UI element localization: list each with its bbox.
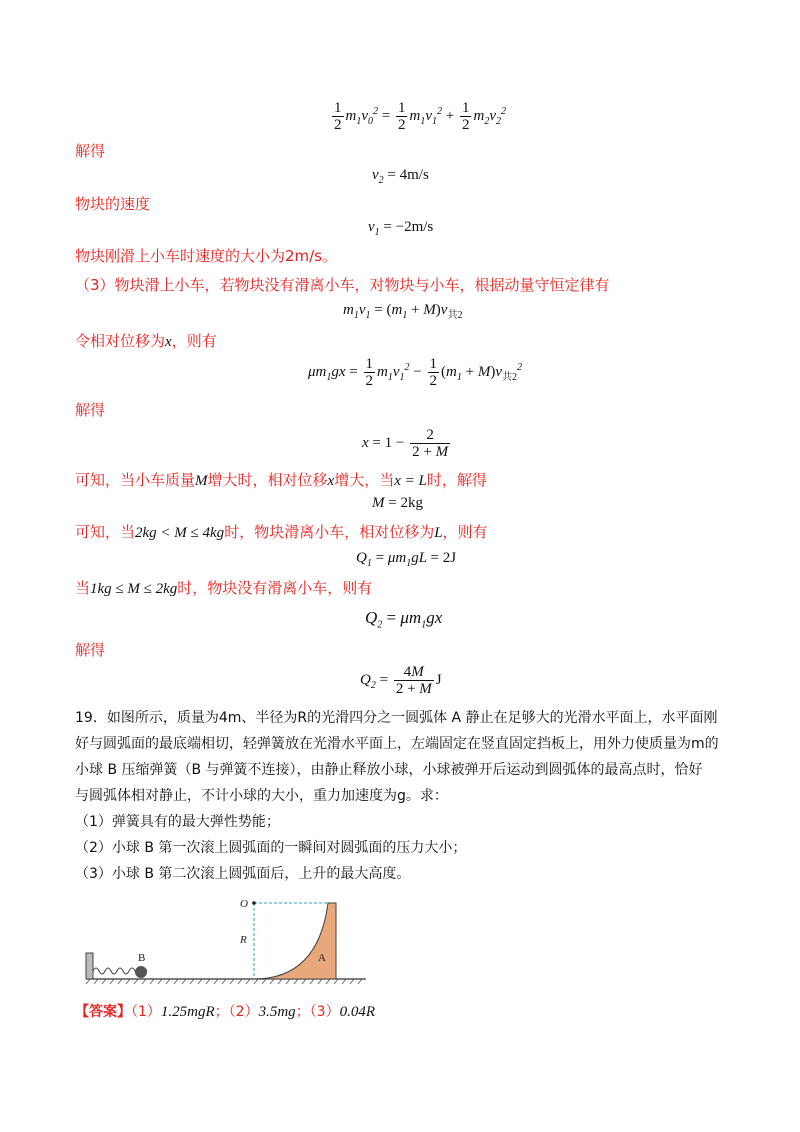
ground-hatch [86,979,362,984]
eq-energy-2: $\mu m_1gx$ = $\frac{1}{2}$ $m_1v_1^2$ − $\frac{1}{2}$ $(m_1 + M)v_{共2}^2$ [308,356,522,389]
answer-p1: （1） [131,1004,161,1020]
question-19 [75,705,735,887]
know-line-3 [75,578,372,599]
let-x-tail: ，则有 [171,332,217,350]
know2-cond: 2kg < M ≤ 4kg [135,525,225,541]
know1-cond: x = L [394,473,427,489]
eq-M: M = 2kg [372,495,423,511]
know1-c: 增大，当 [334,471,395,489]
know1-M: M [195,473,208,489]
know2-L: L [434,525,443,541]
know1-d: 时，解得 [426,471,487,489]
know2-b: 时，物块滑离小车，相对位移为 [224,523,435,541]
part3-intro: （3）物块滑上小车，若物块没有滑离小车，对物块与小车，根据动量守恒定律有 [75,276,610,294]
q19-line4: 与圆弧体相对静止，不计小球的大小，重力加速度为g。求： [75,788,448,804]
label-b: B [138,952,146,964]
ball-b [135,966,147,978]
q19-line2: 好与圆弧面的最底端相切，轻弹簧放在光滑水平面上，左端固定在竖直固定挡板上，用外力使质量为m的 [75,736,719,752]
solve-label-1: 解得 [75,142,106,160]
speed-label: 物块的速度 [75,195,151,213]
center-point-o [252,901,256,905]
label-o: O [240,898,248,910]
let-x-var: x [165,334,172,350]
know-line-2 [75,522,488,543]
know1-a: 可知，当小车质量 [75,471,196,489]
q19-line1: 19．如图所示，质量为4m、半径为R的光滑四分之一圆弧体 A 静止在足够大的光滑水平面上，水平面刚 [75,710,718,726]
answer-line [75,1002,375,1022]
know2-a: 可知，当 [75,523,136,541]
answer-v1: 1.25mgR [160,1004,215,1020]
answer-tag: 【答案】 [75,1004,131,1020]
know3-a: 当 [75,579,91,597]
eq-energy: $\frac{1}{2}$ $m_1v_0^2$ = $\frac{1}{2}$ $m_1v_1^2$ + $\frac{1}{2}$ $m_2v_2^2$ [334,100,506,133]
q19-sub1: （1）弹簧具有的最大弹性势能； [75,814,280,830]
know3-b: 时，物块没有滑离小车，则有 [177,579,373,597]
eq-momentum: $m_1v_1 = (m_1 + M)v_{共2}$ [343,302,463,321]
solve-label-3: 解得 [75,641,106,659]
know1-x: x [327,473,335,489]
eq-Q2a: $Q_2 = \mu m_1gx$ [365,608,443,631]
eq-Q2b: $Q_2$ = $\frac{4M}{2 + M}$ J [360,664,442,697]
q19-sub2: （2）小球 B 第一次滚上圆弧面的一瞬间对圆弧面的压力大小； [75,840,467,856]
let-x-text: 令相对位移为 [75,332,166,350]
know-line-1 [75,470,487,491]
answer-sep2: ；（3） [295,1004,340,1020]
q19-line3: 小球 B 压缩弹簧（B 与弹簧不连接），由静止释放小球，小球被弹开后运动到圆弧体的最高点时，恰好 [75,762,703,778]
q19-sub3: （3）小球 B 第二次滚上圆弧面后，上升的最大高度。 [75,866,411,882]
answer-v2: 3.5mg [258,1004,296,1020]
answer-v3: 0.04R [339,1004,376,1020]
label-a: A [318,952,326,964]
let-x-line [75,331,217,352]
know3-cond: 1kg ≤ M ≤ 2kg [90,581,178,597]
arc-body-a [254,903,336,979]
eq-x: x = 1 − $\frac{2}{2 + M}$ [362,427,449,460]
physics-figure [78,895,378,995]
conclusion-2: 物块刚滑上小车时速度的大小为2m/s。 [75,247,338,265]
know2-c: ，则有 [442,523,488,541]
fixed-wall [86,953,93,979]
answer-sep1: ；（2） [214,1004,259,1020]
eq-v2: $v_2 = 4m/s$ [372,167,429,186]
solve-label-2: 解得 [75,401,106,419]
know1-b: 增大时，相对位移 [207,471,328,489]
label-r: R [240,934,247,946]
eq-Q1: $Q_1 = \mu m_1gL = 2J$ [356,550,457,569]
eq-v1: $v_1 = -2m/s$ [368,219,434,238]
